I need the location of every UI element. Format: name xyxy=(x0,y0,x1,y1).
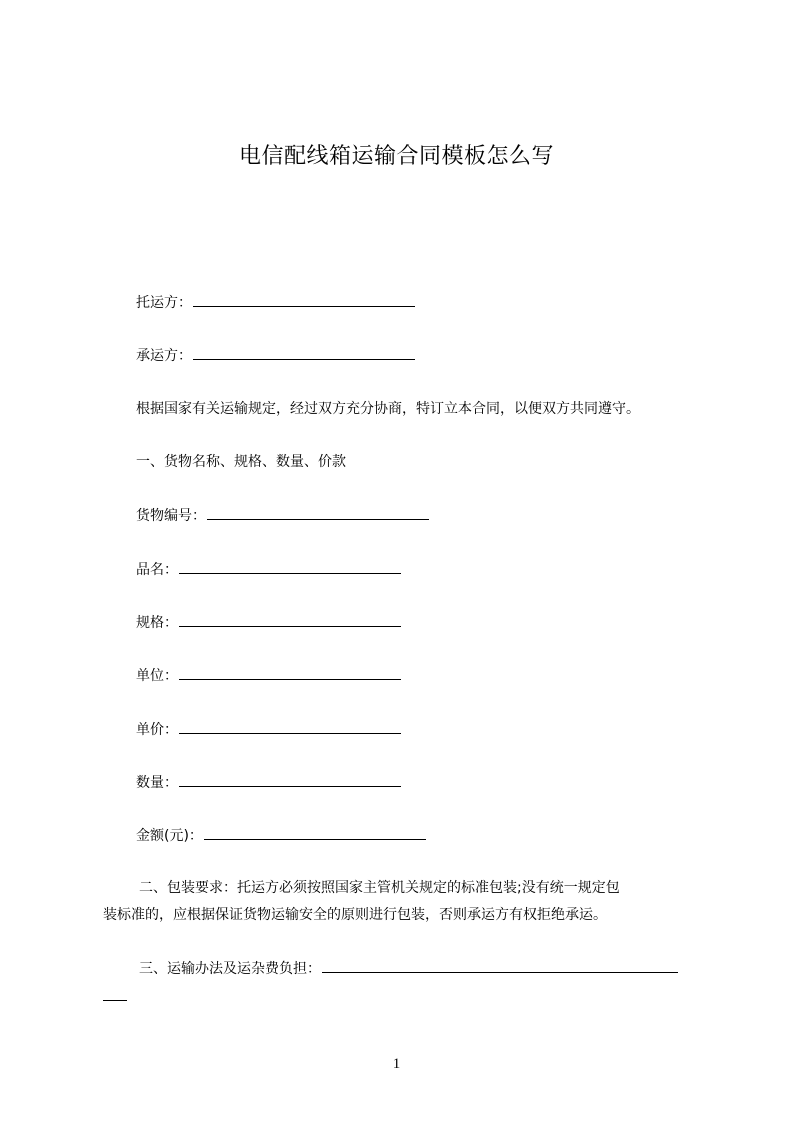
section3-blank xyxy=(322,958,678,973)
section3-line-1 xyxy=(103,958,713,979)
quantity-field xyxy=(136,772,401,793)
section3-line-2 xyxy=(103,986,713,1007)
amount-label: 金额(元)： xyxy=(136,828,203,844)
specification-label: 规格： xyxy=(136,615,178,631)
unit-blank xyxy=(179,665,401,680)
document-title: 电信配线箱运输合同模板怎么写 xyxy=(238,144,554,169)
section2-line-1: 二、包装要求：托运方必须按照国家主管机关规定的标准包装;没有统一规定包 xyxy=(139,880,620,896)
product-name-label: 品名： xyxy=(136,562,178,578)
amount-field xyxy=(136,825,426,846)
goods-number-blank xyxy=(207,505,429,520)
consignor-blank xyxy=(193,292,415,307)
amount-blank xyxy=(204,825,426,840)
carrier-field xyxy=(136,345,415,366)
page-number: 1 xyxy=(392,1056,401,1072)
unit-field xyxy=(136,665,401,686)
specification-field xyxy=(136,612,401,633)
unit-price-blank xyxy=(179,719,401,734)
unit-label: 单位： xyxy=(136,668,178,684)
unit-price-field xyxy=(136,719,401,740)
section2-line-2: 装标准的，应根据保证货物运输安全的原则进行包装，否则承运方有权拒绝承运。 xyxy=(103,907,607,923)
consignor-field xyxy=(136,292,415,313)
section3-blank-continued xyxy=(103,986,127,1001)
specification-blank xyxy=(179,612,401,627)
carrier-blank xyxy=(193,345,415,360)
goods-number-field xyxy=(136,505,429,526)
quantity-label: 数量： xyxy=(136,775,178,791)
consignor-label: 托运方： xyxy=(136,295,192,311)
section3-label: 三、运输办法及运杂费负担： xyxy=(139,961,321,977)
intro-paragraph: 根据国家有关运输规定，经过双方充分协商，特订立本合同，以便双方共同遵守。 xyxy=(136,401,640,417)
product-name-field xyxy=(136,559,401,580)
quantity-blank xyxy=(179,772,401,787)
product-name-blank xyxy=(179,559,401,574)
section2-paragraph xyxy=(103,878,713,925)
section3-paragraph xyxy=(103,958,713,1007)
section1-heading: 一、货物名称、规格、数量、价款 xyxy=(136,454,346,470)
unit-price-label: 单价： xyxy=(136,722,178,738)
goods-number-label: 货物编号： xyxy=(136,508,206,524)
carrier-label: 承运方： xyxy=(136,348,192,364)
